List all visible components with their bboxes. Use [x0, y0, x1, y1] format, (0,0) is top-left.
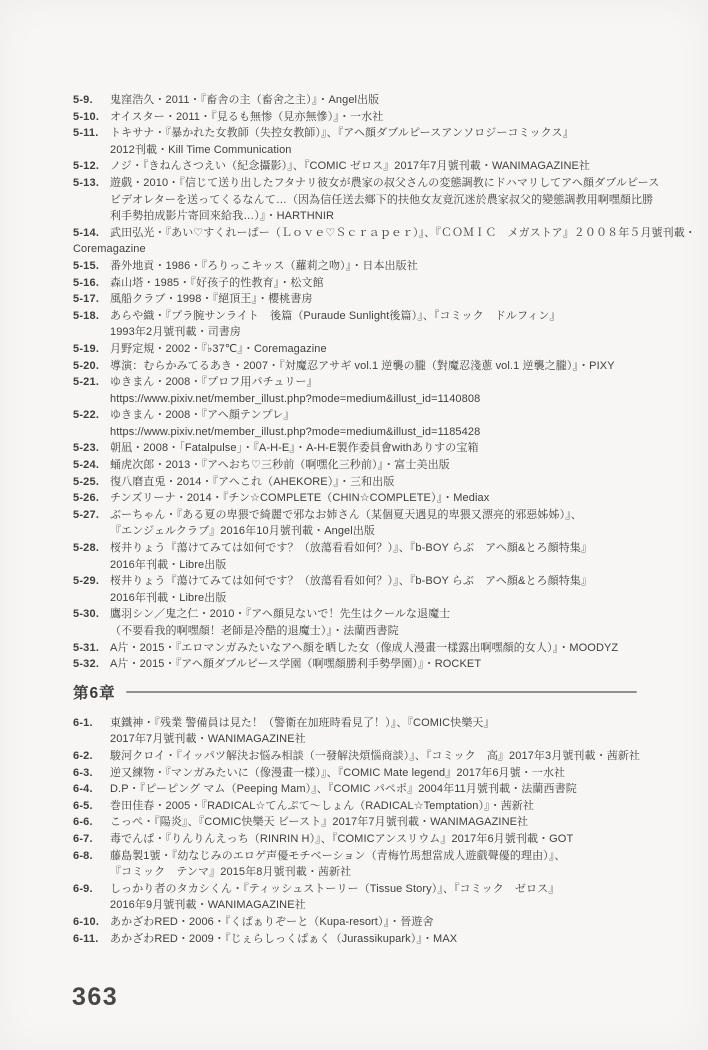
reference-entry [73, 540, 651, 573]
entry-line [73, 374, 651, 391]
entry-number: 6-5. [73, 799, 93, 812]
entry-text: 鷹羽シン／鬼之仁・2010・『アヘ顔見ないで！先生はクールな退魔士 [110, 608, 451, 621]
entry-number: 5-29. [73, 575, 100, 588]
reference-entry [73, 291, 651, 308]
entry-text: 森山塔・1985・『好孩子的性教育』・松文館 [110, 276, 324, 289]
entry-text: 2012刊載・Kill Time Communication [110, 143, 292, 156]
entry-text: チンズリーナ・2014・『チン☆COMPLETE（CHIN☆COMPLETE）』・Mediax [110, 492, 490, 505]
reference-entry [73, 573, 651, 606]
entry-line [73, 914, 651, 931]
chapter-rule-line [126, 691, 637, 693]
reference-entry [73, 881, 651, 914]
reference-entry [73, 490, 651, 507]
reference-entry [73, 831, 651, 848]
entry-number: 6-6. [73, 816, 93, 829]
entry-number: 5-12. [73, 160, 100, 173]
entry-line [73, 241, 651, 258]
reference-entry [73, 765, 651, 782]
entry-text: 1993年2月號刊載・司書房 [110, 326, 241, 339]
reference-entry [73, 175, 660, 225]
reference-entry [73, 341, 651, 358]
entry-line [73, 507, 651, 524]
reference-entry [73, 225, 696, 258]
entry-line [73, 142, 651, 159]
reference-entry [73, 914, 651, 931]
reference-entry [73, 457, 651, 474]
reference-entry [73, 158, 651, 175]
entry-number: 6-8. [73, 849, 93, 862]
entry-text: トキサナ・『暴かれた女教師（失控女教師）』、『アヘ顔ダブルピースアンソロジーコミックス』 [110, 127, 574, 140]
entry-text: 東鐵神・『残業 警備員は見た！（警衛在加班時看見了！）』、『COMIC快樂天』 [110, 716, 495, 729]
entry-number: 5-27. [73, 508, 100, 521]
entry-line [73, 208, 651, 225]
entry-text: ビデオレターを送ってくるなんて…（因為信任送去鄉下的扶他女友竟沉迷於農家叔父的變態調教用啊嘿顏比勝 [110, 193, 654, 206]
entry-text: 『エンジェルクラブ』2016年10月號刊載・Angel出版 [110, 525, 376, 538]
entry-number: 6-4. [73, 783, 93, 796]
entry-line [73, 557, 651, 574]
reference-entry [73, 931, 651, 948]
entry-text: Coremagazine [73, 243, 146, 256]
entry-line [73, 881, 651, 898]
entry-line [73, 848, 651, 865]
entry-number: 5-11. [73, 127, 99, 140]
entry-line [73, 308, 651, 325]
reference-entry [73, 656, 651, 673]
entry-text: 桜井りょう『蕩けてみては如何です？（放蕩看看如何？）』、『b-BOY らぶ アヘ顔&とろ顔特集』 [110, 575, 593, 588]
entry-text: 風船クラブ・1998・『絕頂王』・櫻桃書房 [110, 293, 313, 306]
reference-entry [73, 781, 651, 798]
reference-entry [73, 814, 651, 831]
entry-number: 6-11. [73, 932, 99, 945]
entry-text: 復八磨直兎・2014・『アヘこれ（AHEKORE）』・三和出版 [110, 475, 395, 488]
entry-text: 鬼窪浩久・2011・『畜舎の主（畜舍之主）』・Angel出版 [110, 94, 380, 106]
entry-number: 5-19. [73, 342, 100, 355]
reference-entry [73, 798, 651, 815]
entry-line [73, 781, 651, 798]
entry-text: ぶーちゃん・『ある夏の卑猥で綺麗で邪なお姉さん（某個夏天遇見的卑猥又漂亮的邪惡姊姊）』、 [110, 508, 582, 521]
entry-line [73, 324, 651, 341]
entry-line [73, 715, 651, 732]
entry-text: 2016年刊載・Libre出版 [110, 591, 227, 604]
reference-entry [73, 606, 651, 639]
entry-text: 巻田佳春・2005・『RADICAL☆てんぷて～しょん（RADICAL☆Temptation）』・茜新社 [110, 799, 535, 812]
entry-line [73, 590, 651, 607]
reference-entry [73, 715, 651, 748]
entry-number: 5-24. [73, 459, 100, 472]
entry-line [73, 158, 651, 175]
entry-text: 毒でんぱ・『りんりんえっち（RINRIN H）』、『COMICアンスリウム』2017年6月號刊載・GOT [110, 832, 574, 845]
entry-number: 5-9. [73, 94, 93, 106]
entry-line [73, 125, 651, 142]
entry-number: 5-23. [73, 442, 100, 455]
entry-text: 導演：むらかみてるあき・2007・『対魔忍アサギ vol.1 逆襲の朧（對魔忍淺蔥 vol.1 逆襲之朧）』・PIXY [110, 359, 615, 372]
entry-text: ノジ・『きねんさつえい（紀念攝影）』、『COMIC ゼロス』2017年7月號刊載・WANIMAGAZINE社 [110, 160, 591, 173]
entry-text: しっかり者のタカシくん・『ティッシュストーリー（Tissue Story）』、『コミック ゼロス』 [110, 882, 560, 895]
entry-text: 逆又練物・『マンガみたいに（像漫畫一樣）』、『COMIC Mate legend』2017年6月號・一水社 [110, 766, 566, 779]
entry-line [73, 109, 651, 126]
entry-line [73, 424, 651, 441]
entry-number: 5-25. [73, 475, 100, 488]
entry-text: （不要看我的啊嘿顏！老師是冷酷的退魔士）』・法蘭西書院 [110, 625, 399, 637]
entry-line [73, 814, 651, 831]
entry-number: 6-3. [73, 766, 93, 779]
entry-line [73, 407, 651, 424]
entry-line [73, 391, 651, 408]
entry-number: 5-28. [73, 542, 100, 555]
entry-text: A片・2015・『アヘ顔ダブルピース学園（啊嘿顏勝利手勢學園）』・ROCKET [110, 658, 482, 671]
entry-number: 5-16. [73, 276, 100, 289]
entry-number: 5-31. [73, 641, 100, 654]
entry-line [73, 640, 651, 657]
reference-entry [73, 308, 651, 341]
entry-text: ゆきまん・2008・『アヘ顔テンプレ』 [110, 409, 295, 422]
entry-line [73, 358, 651, 375]
entry-number: 5-10. [73, 110, 100, 123]
reference-entry [73, 92, 651, 109]
entry-text: 月野定規・2002・『♭37℃』・Coremagazine [110, 342, 327, 355]
reference-entry [73, 474, 651, 491]
entry-line [73, 291, 651, 308]
entry-text: 2016年9月號刊載・WANIMAGAZINE社 [110, 899, 306, 912]
entry-text: オイスター・2011・『見るも無惨（見亦無慘）』・一水社 [110, 110, 384, 123]
entry-number: 5-22. [73, 409, 100, 422]
chapter5-reference-list [73, 92, 696, 673]
entry-text: 藤島製1號・『幼なじみのエロゲ声優モチベーション（青梅竹馬想當成人遊戲聲優的理由）』、 [110, 849, 566, 862]
reference-entry [73, 374, 651, 407]
chapter-6-title: 第6章 [73, 684, 116, 702]
reference-entry [73, 507, 651, 540]
entry-text: D.P・『ピーピング マム（Peeping Mam）』、『COMIC パペポ』2004年11月號刊載・法蘭西書院 [110, 783, 577, 796]
entry-number: 5-26. [73, 492, 100, 505]
entry-number: 5-32. [73, 658, 100, 671]
reference-entry [73, 640, 651, 657]
reference-entry [73, 275, 651, 292]
entry-text: 遊戲・2010・『信じて送り出したフタナリ彼女が農家の叔父さんの変態調教にドハマリしてアヘ顔ダブルピース [110, 176, 660, 189]
entry-text: 利手勢拍成影片寄回來給我…）』・HARTHNIR [110, 210, 335, 223]
entry-text: あらや織・『プラ腕サンライト 後篇（Puraude Sunlight後篇）』、『コミック ドルフィン』 [110, 309, 561, 322]
reference-entry [73, 109, 651, 126]
entry-line [73, 92, 651, 109]
entry-text: あかざわRED・2006・『くぱぁりぞーと（Kupa-resort）』・晉遊舍 [110, 915, 434, 928]
reference-entry [73, 748, 651, 765]
entry-text: こっぺ・『陽炎』、『COMIC快樂天 ビースト』2017年7月號刊載・WANIMAGAZINE社 [110, 816, 529, 829]
chapter-6-heading [73, 682, 651, 702]
entry-text: https://www.pixiv.net/member_illust.php?mode=medium&illust_id=1185428 [110, 425, 481, 438]
entry-line [73, 897, 651, 914]
reference-entry [73, 125, 651, 158]
entry-number: 5-15. [73, 259, 100, 272]
entry-line [73, 765, 651, 782]
entry-line [73, 523, 651, 540]
entry-line [73, 474, 651, 491]
entry-line [73, 275, 651, 292]
entry-number: 5-30. [73, 608, 100, 621]
entry-text: 蛹虎次郎・2013・『アヘおち♡三秒前（啊嘿化三秒前）』・富士美出版 [110, 459, 450, 472]
entry-line [73, 606, 651, 623]
entry-text: 朝凪・2008・「Fatalpulse」・『A-H-E』・A-H-E製作委員會withありすの宝箱 [110, 442, 479, 455]
entry-number: 5-14. [73, 226, 100, 239]
entry-number: 6-10. [73, 915, 100, 928]
entry-line [73, 440, 651, 457]
entry-line [73, 175, 660, 192]
entry-text: 駿河クロイ・『イッパツ解決お悩み相談（一發解決煩惱商談）』、『コミック 高』2017年3月號刊載・茜新社 [110, 749, 641, 762]
entry-text: ゆきまん・2008・『プロフ用パチュリー』 [110, 376, 318, 389]
entry-number: 6-9. [73, 882, 93, 895]
entry-line [73, 831, 651, 848]
reference-entry [73, 407, 651, 440]
entry-text: 桜井りょう『蕩けてみては如何です？（放蕩看看如何？）』、『b-BOY らぶ アヘ顔&とろ顔特集』 [110, 542, 593, 555]
reference-entry [73, 440, 651, 457]
page-content [73, 92, 696, 947]
entry-text: 2017年7月號刊載・WANIMAGAZINE社 [110, 733, 306, 746]
entry-text: 武田弘光・『あい♡すくれーぱー（Ｌｏｖｅ♡Ｓｃｒａｐｅｒ）』、『ＣＯＭＩＣ メガストア』２００８年５月號刊載・ [110, 226, 696, 239]
entry-number: 6-1. [73, 716, 93, 729]
entry-text: A片・2015・『エロマンガみたいなアヘ顔を晒した女（像成人漫畫一樣露出啊嘿顏的女人）』・MOODYZ [110, 641, 619, 654]
entry-number: 6-2. [73, 749, 93, 762]
entry-line [73, 490, 651, 507]
entry-line [73, 623, 651, 640]
entry-number: 5-21. [73, 376, 100, 389]
entry-line [73, 798, 651, 815]
entry-text: 『コミック テンマ』2015年8月號刊載・茜新社 [110, 866, 352, 879]
reference-entry [73, 848, 651, 881]
entry-number: 5-20. [73, 359, 100, 372]
entry-line [73, 656, 651, 673]
entry-line [73, 731, 651, 748]
entry-line [73, 864, 651, 881]
entry-number: 5-17. [73, 293, 100, 306]
entry-text: 番外地貢・1986・『ろりっこキッス（蘿莉之吻）』・日本出版社 [110, 259, 418, 272]
entry-line [73, 540, 651, 557]
entry-number: 5-13. [73, 176, 100, 189]
page-number: 363 [72, 983, 119, 1011]
entry-line [73, 192, 654, 209]
entry-text: あかざわRED・2009・『じぇらしっくぱぁく（Jurassikupark）』・MAX [110, 932, 458, 945]
entry-text: https://www.pixiv.net/member_illust.php?mode=medium&illust_id=1140808 [110, 392, 481, 405]
entry-line [73, 457, 651, 474]
entry-number: 5-18. [73, 309, 100, 322]
entry-line [73, 931, 651, 948]
entry-line [73, 258, 651, 275]
entry-line [73, 748, 651, 765]
entry-text: 2016年刊載・Libre出版 [110, 558, 227, 571]
reference-entry [73, 358, 651, 375]
entry-line [73, 341, 651, 358]
entry-line [73, 573, 651, 590]
entry-line [73, 225, 696, 242]
reference-entry [73, 258, 651, 275]
entry-number: 6-7. [73, 832, 93, 845]
chapter6-reference-list [73, 715, 651, 947]
